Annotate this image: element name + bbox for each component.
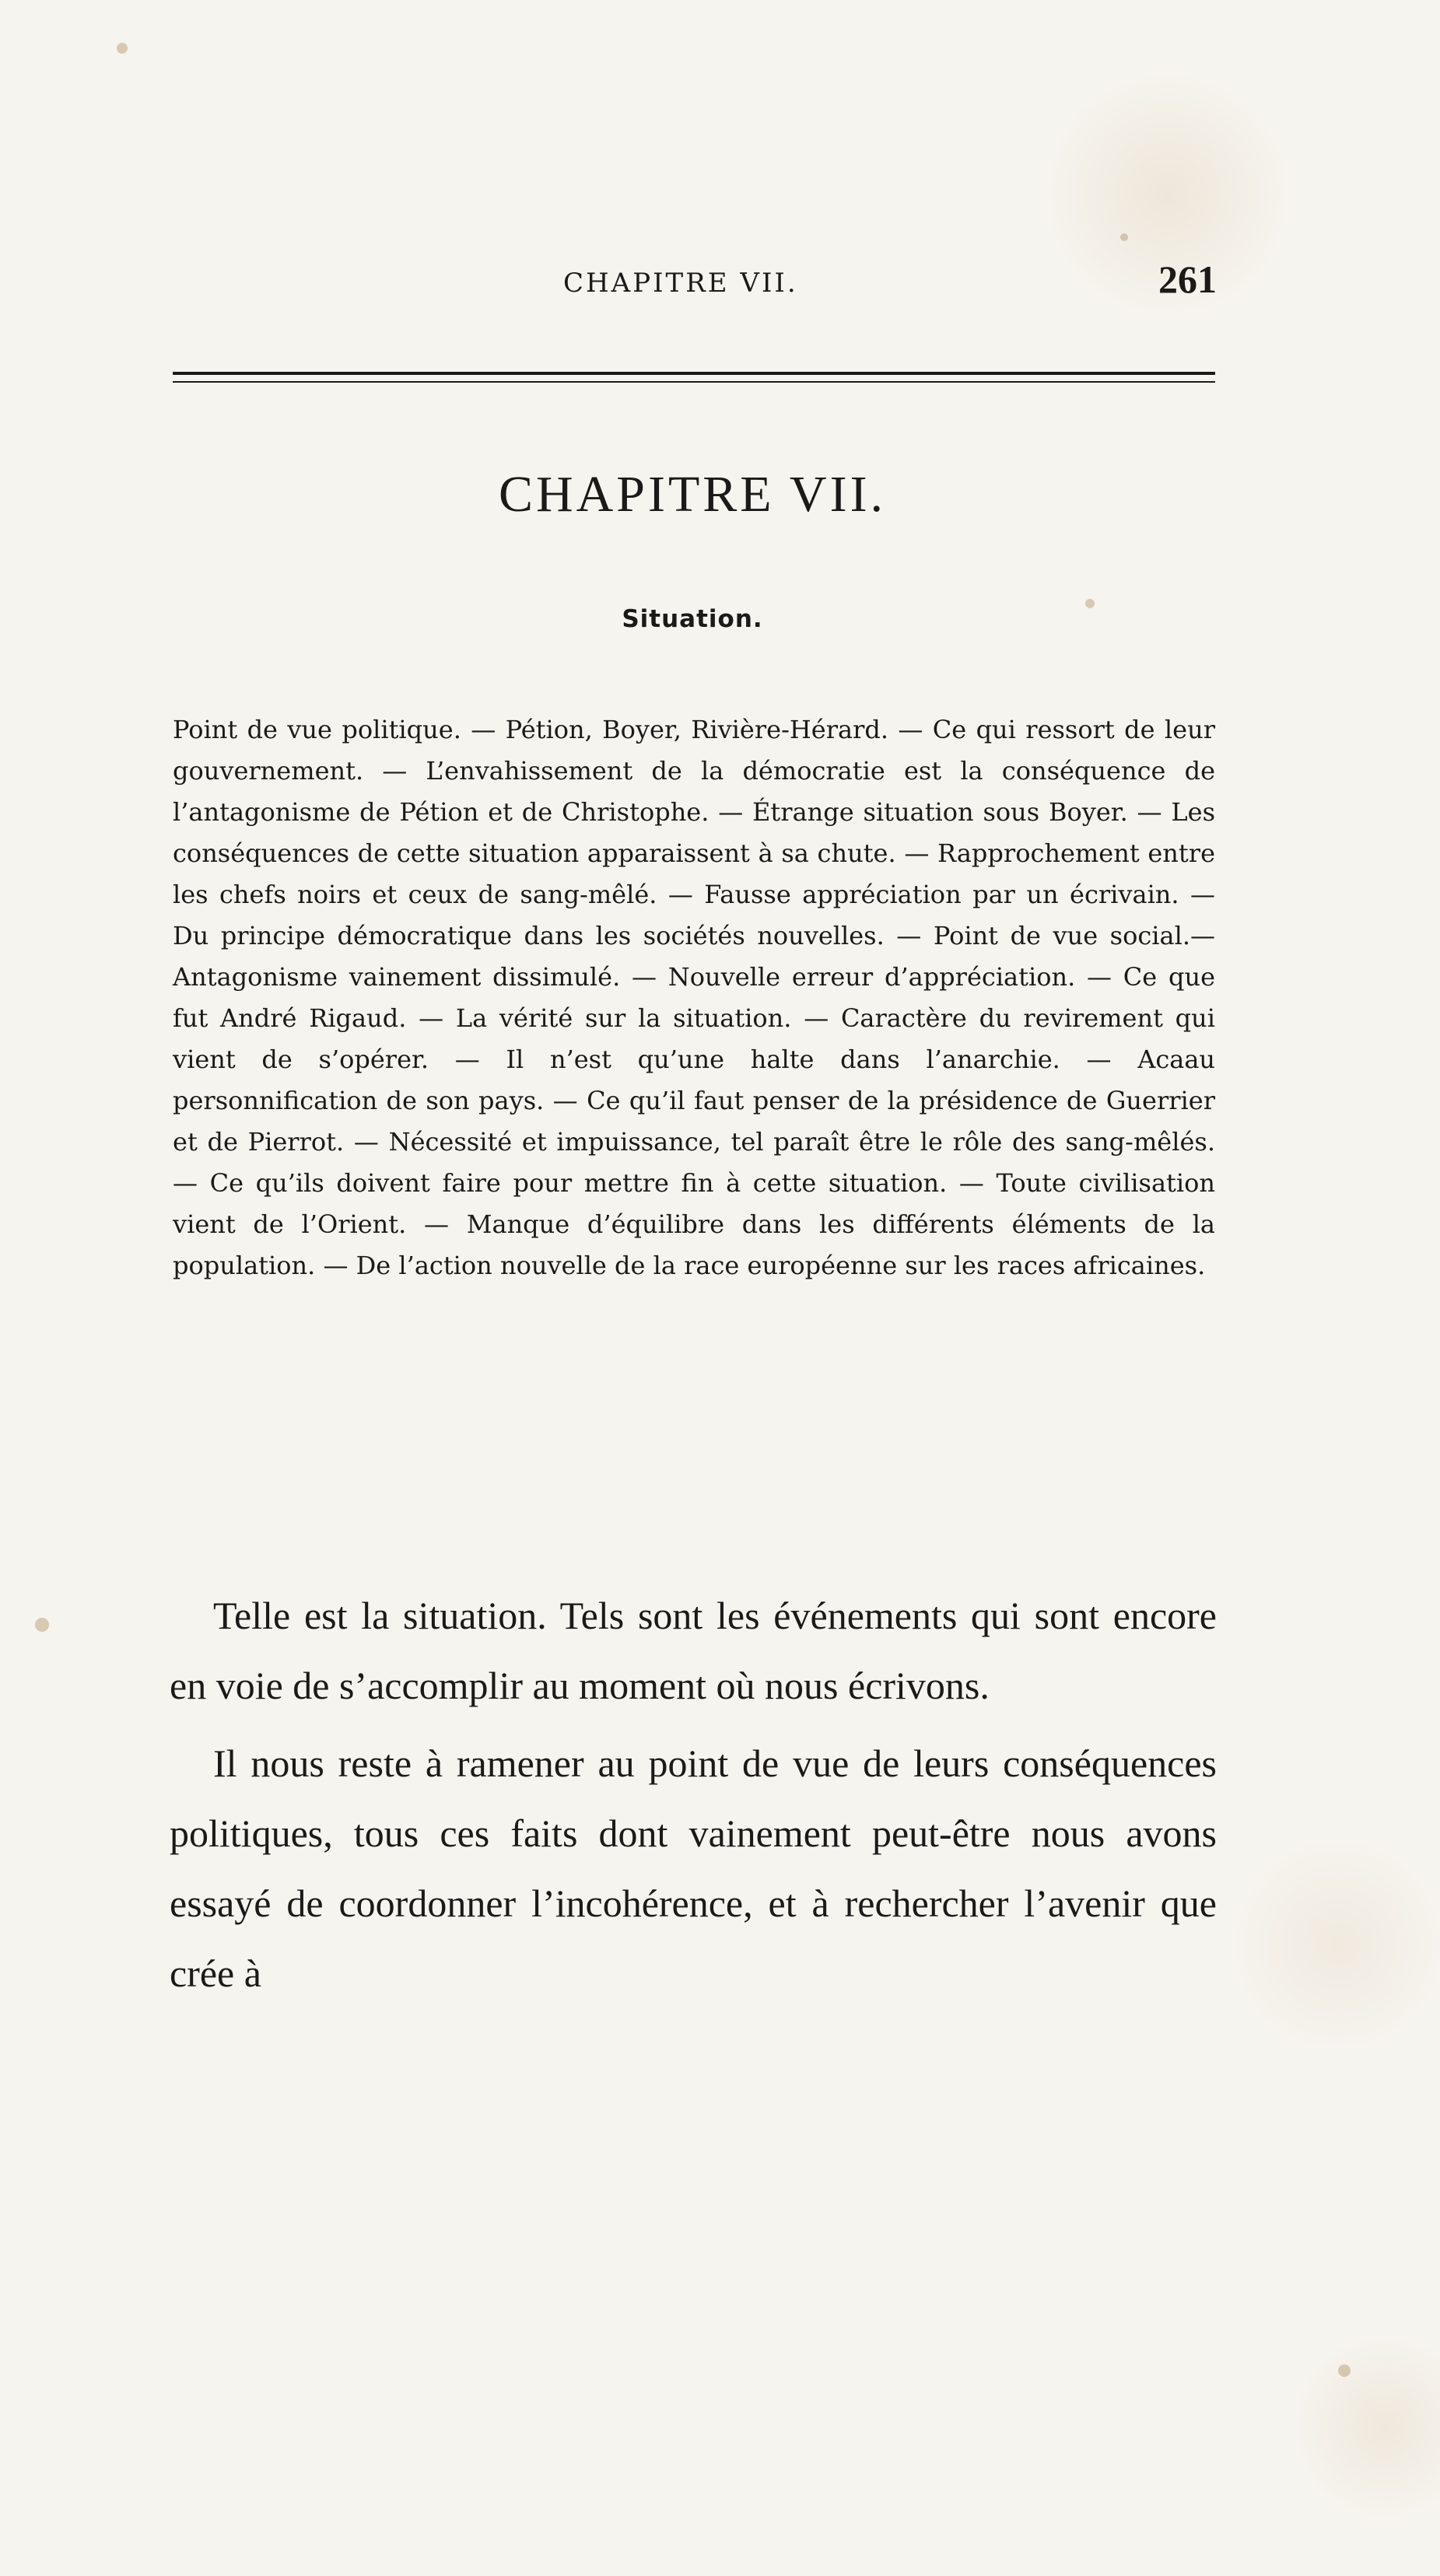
running-head [171,257,1217,308]
body-paragraph-2: Il nous reste à ramener au point de vue de leurs conséquences politiques, tous ces faits dont vainement peut-être nous avons essayé de coordonner l’incohérence, et à rechercher l’avenir que crée à [170,1741,1217,1995]
chapter-title: CHAPITRE VII. [498,466,887,523]
foxing-spot [117,43,128,54]
page-number: 261 [1158,257,1217,301]
header-rule [173,372,1215,383]
foxing-spot [1120,233,1128,241]
body-text [170,1580,1217,2016]
chapter-summary-text: Point de vue politique. — Pétion, Boyer, Rivière-Hérard. — Ce qui ressort de leur gouvernement. — L’envahissement de la démocratie est la conséquence de l’antagonisme de Pétion et de Christophe. — Étrange situation sous Boyer. — Les conséquences de cette situation apparaissent à sa chute. — Rapprochement entre les chefs noirs et ceux de sang-mêlé. — Fausse appréciation par un écrivain. — Du principe démocratique dans les sociétés nouvelles. — Point de vue social.—Antagonisme vainement dissimulé. — Nouvelle erreur d’appréciation. — Ce que fut André Rigaud. — La vérité sur la situation. — Caractère du revirement qui vient de s’opérer. — Il n’est qu’une halte dans l’anarchie. — Acaau personnification de son pays. — Ce qu’il faut penser de la présidence de Guerrier et de Pierrot. — Nécessité et impuissance, tel paraît être le rôle des sang-mêlés. — Ce qu’ils doivent faire pour mettre fin à cette situation. — Toute civilisation vient de l’Orient. — Manque d’équilibre dans les différents éléments de la population. — De l’action nouvelle de la race européenne sur les races africaines. [173,715,1215,1280]
foxing-spot [35,1618,49,1632]
body-paragraph-1: Telle est la situation. Tels sont les événements qui sont encore en voie de s’accomplir au moment où nous écrivons. [170,1594,1217,1707]
chapter-subtitle: Situation. [622,605,763,633]
chapter-summary [173,709,1215,1286]
running-head-title: CHAPITRE VII. [563,268,798,299]
foxing-spot [1338,2364,1351,2377]
